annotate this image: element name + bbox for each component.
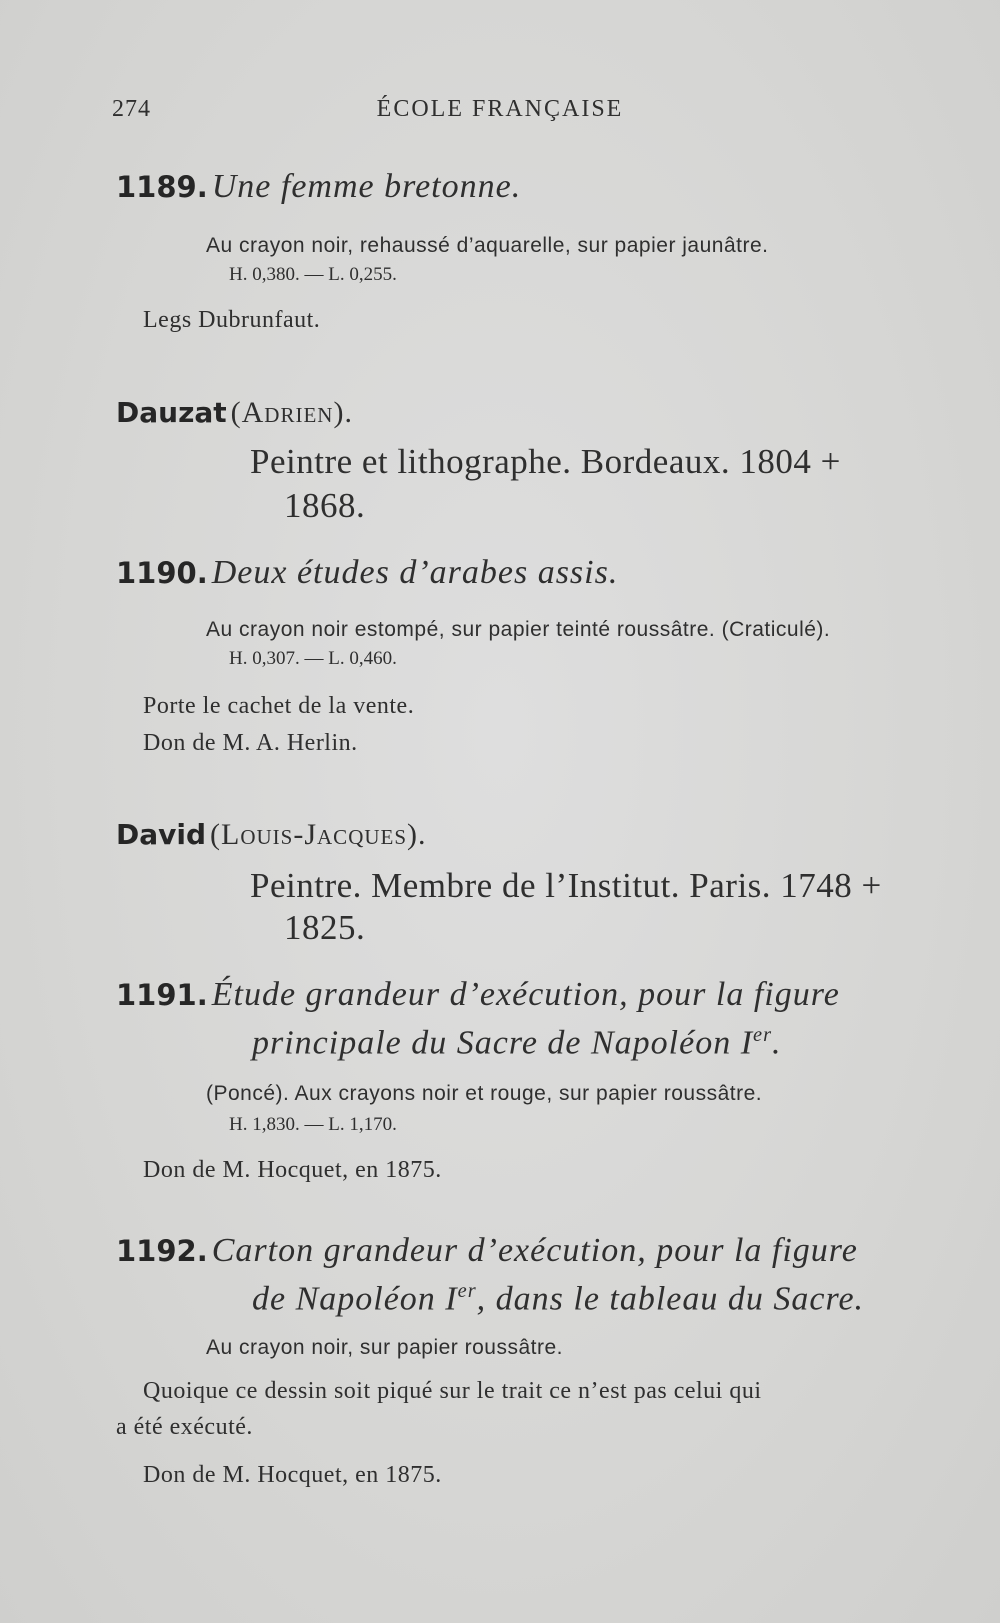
entry-number: 1192. bbox=[116, 1234, 208, 1268]
entry-number: 1189. bbox=[116, 170, 208, 204]
artist-heading-david bbox=[116, 818, 427, 852]
entry-title: Une femme bretonne. bbox=[211, 168, 522, 205]
entry-1190-heading bbox=[116, 554, 618, 592]
artist-first-name: (Adrien). bbox=[230, 396, 353, 429]
entry-dimensions: H. 1,830. — L. 1,170. bbox=[229, 1114, 397, 1135]
entry-number: 1191. bbox=[116, 978, 208, 1012]
entry-number: 1190. bbox=[116, 556, 208, 590]
entry-technique: Au crayon noir, rehaussé d’aquarelle, sur papier jaunâtre. bbox=[206, 234, 769, 257]
page-number: 274 bbox=[112, 96, 151, 122]
entry-provenance: Don de M. A. Herlin. bbox=[143, 730, 358, 756]
entry-1191-heading bbox=[116, 976, 840, 1014]
entry-note: Quoique ce dessin soit piqué sur le trait ce n’est pas celui qui bbox=[143, 1378, 762, 1404]
artist-description-cont: 1825. bbox=[284, 908, 366, 947]
entry-title: Étude grandeur d’exécution, pour la figure bbox=[211, 976, 840, 1013]
entry-1192-heading bbox=[116, 1232, 858, 1270]
entry-technique: Au crayon noir estompé, sur papier teinté roussâtre. (Craticulé). bbox=[206, 618, 831, 641]
entry-dimensions: H. 0,307. — L. 0,460. bbox=[229, 648, 397, 669]
entry-technique: Au crayon noir, sur papier roussâtre. bbox=[206, 1336, 564, 1359]
entry-1189-heading bbox=[116, 168, 521, 206]
artist-first-name: (Louis-Jacques). bbox=[210, 818, 427, 851]
entry-technique: (Poncé). Aux crayons noir et rouge, sur papier roussâtre. bbox=[206, 1082, 763, 1105]
entry-note: Porte le cachet de la vente. bbox=[143, 693, 415, 719]
artist-description: Peintre. Membre de l’Institut. Paris. 1748 + bbox=[250, 866, 882, 905]
entry-title-cont: principale du Sacre de Napoléon Ier. bbox=[252, 1024, 782, 1062]
artist-description: Peintre et lithographe. Bordeaux. 1804 + bbox=[250, 442, 841, 481]
entry-title: Deux études d’arabes assis. bbox=[211, 554, 619, 591]
entry-provenance: Don de M. Hocquet, en 1875. bbox=[143, 1462, 442, 1488]
entry-provenance: Legs Dubrunfaut. bbox=[143, 307, 321, 333]
entry-title-cont: de Napoléon Ier, dans le tableau du Sacre. bbox=[252, 1280, 865, 1318]
artist-description-cont: 1868. bbox=[284, 486, 366, 525]
entry-note-cont: a été exécuté. bbox=[116, 1414, 253, 1440]
artist-surname: David bbox=[116, 818, 207, 851]
entry-dimensions: H. 0,380. — L. 0,255. bbox=[229, 264, 397, 285]
artist-surname: Dauzat bbox=[116, 396, 227, 429]
entry-title: Carton grandeur d’exécution, pour la figure bbox=[211, 1232, 858, 1269]
running-title: ÉCOLE FRANÇAISE bbox=[376, 96, 624, 122]
artist-heading-dauzat bbox=[116, 396, 353, 430]
entry-provenance: Don de M. Hocquet, en 1875. bbox=[143, 1157, 442, 1183]
